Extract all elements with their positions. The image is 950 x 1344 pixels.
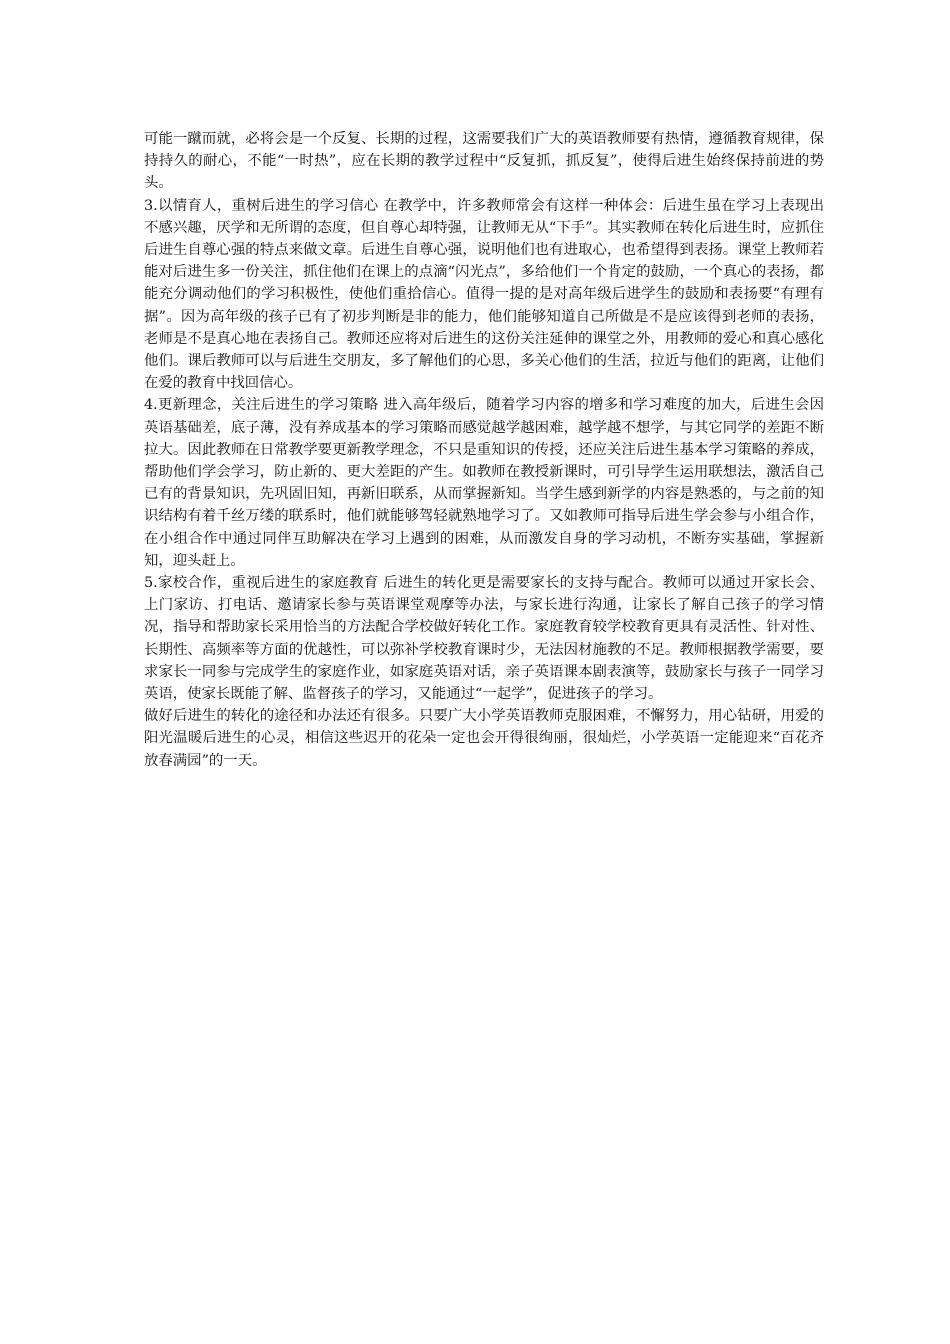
document-body (144, 128, 824, 772)
paragraph-conclusion: 做好后进生的转化的途径和办法还有很多。只要广大小学英语教师克服困难，不懈努力，用心钻研，用爱的阳光温暖后进生的心灵，相信这些迟开的花朵一定也会开得很绚丽，很灿烂，小学英语一定能迎来“百花齐放春满园”的一天。 (144, 708, 824, 769)
paragraph-section-3: 3.以情育人，重树后进生的学习信心 在教学中，许多教师常会有这样一种体会：后进生虽在学习上表现出不感兴趣，厌学和无所谓的态度，但自尊心却特强，让教师无从“下手”。其实教师在转化后进生时，应抓住后进生自尊心强的特点来做文章。后进生自尊心强，说明他们也有进取心，也希望得到表扬。课堂上教师若能对后进生多一份关注，抓住他们在课上的点滴“闪光点”，多给他们一个肯定的鼓励，一个真心的表扬，都能充分调动他们的学习积极性，使他们重拾信心。值得一提的是对高年级后进学生的鼓励和表扬要“有理有据”。因为高年级的孩子已有了初步判断是非的能力，他们能够知道自己所做是不是应该得到老师的表扬，老师是不是真心地在表扬自己。教师还应将对后进生的这份关注延伸的课堂之外，用教师的爱心和真心感化他们。课后教师可以与后进生交朋友，多了解他们的心思，多关心他们的生活，拉近与他们的距离，让他们在爱的教育中找回信心。 (144, 197, 824, 392)
paragraph-section-5: 5.家校合作，重视后进生的家庭教育 后进生的转化更是需要家长的支持与配合。教师可以通过开家长会、上门家访、打电话、邀请家长参与英语课堂观摩等办法，与家长进行沟通，让家长了解自己孩子的学习情况，指导和帮助家长采用恰当的方法配合学校做好转化工作。家庭教育较学校教育更具有灵活性、针对性、长期性、高频率等方面的优越性，可以弥补学校教育课时少，无法因材施教的不足。教师根据教学需要，要求家长一同参与完成学生的家庭作业，如家庭英语对话，亲子英语课本剧表演等，鼓励家长与孩子一同学习英语，使家长既能了解、监督孩子的学习，又能通过“一起学”，促进孩子的学习。 (144, 575, 824, 703)
paragraph-section-4: 4.更新理念，关注后进生的学习策略 进入高年级后，随着学习内容的增多和学习难度的加大，后进生会因英语基础差，底子薄，没有养成基本的学习策略而感觉越学越困难，越学越不想学，与其它同学的差距不断拉大。因此教师在日常教学要更新教学理念，不只是重知识的传授，还应关注后进生基本学习策略的养成，帮助他们学会学习，防止新的、更大差距的产生。如教师在教授新课时，可引导学生运用联想法，激活自己已有的背景知识，先巩固旧知，再新旧联系，从而掌握新知。当学生感到新学的内容是熟悉的，与之前的知识结构有着千丝万缕的联系时，他们就能够驾轻就熟地学习了。又如教师可指导后进生学会参与小组合作，在小组合作中通过同伴互助解决在学习上遇到的困难，从而激发自身的学习动机，不断夯实基础，掌握新知，迎头赶上。 (144, 397, 824, 569)
paragraph-continuation: 可能一蹴而就，必将会是一个反复、长期的过程，这需要我们广大的英语教师要有热情，遵循教育规律，保持持久的耐心，不能“一时热”，应在长期的教学过程中“反复抓，抓反复”，使得后进生始终保持前进的势头。 (144, 131, 824, 192)
